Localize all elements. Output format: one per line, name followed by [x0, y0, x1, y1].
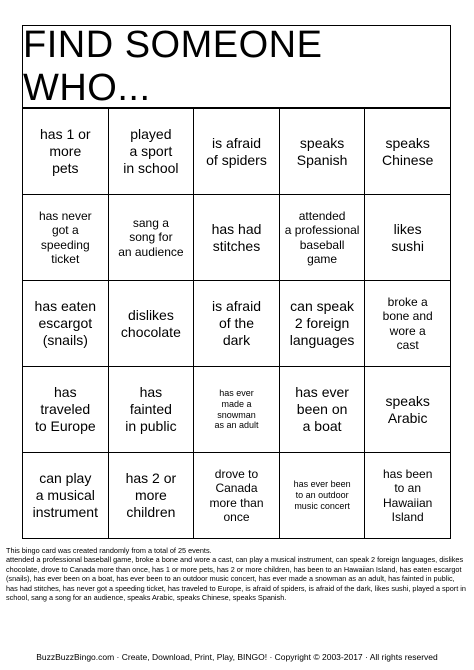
bingo-cell: [109, 109, 195, 195]
bingo-cell-text: drove to Canada more than once: [209, 466, 264, 524]
bingo-cell-text: speaks Arabic: [385, 392, 430, 426]
bingo-cell: [365, 195, 451, 281]
title-box: [22, 25, 451, 108]
card-title: FIND SOMEONE WHO...: [23, 23, 323, 109]
bingo-cell-text: has never got a speeding ticket: [38, 208, 92, 266]
bingo-cell: [194, 281, 280, 367]
bingo-cell-text: can play a musical instrument: [32, 470, 98, 520]
bingo-cell-text: has fainted in public: [125, 384, 177, 434]
bingo-cell-text: speaks Spanish: [296, 134, 348, 168]
bingo-cell-text: played a sport in school: [123, 126, 179, 176]
bingo-cell-text: has ever made a snowman as an adult: [214, 387, 259, 431]
bingo-cell-text: has 1 or more pets: [40, 126, 91, 176]
bingo-cell-text: is afraid of spiders: [206, 134, 267, 168]
bingo-cell: [109, 195, 195, 281]
bingo-cell-text: speaks Chinese: [382, 134, 434, 168]
bingo-cell: [109, 281, 195, 367]
bingo-cell-text: can speak 2 foreign languages: [289, 298, 355, 348]
bingo-cell: [280, 453, 366, 539]
bingo-cell: [194, 195, 280, 281]
footer-text: [6, 546, 468, 603]
bingo-cell-text: broke a bone and wore a cast: [382, 294, 433, 352]
bingo-grid: [22, 108, 451, 539]
bingo-cell: [365, 367, 451, 453]
bingo-cell-text: has traveled to Europe: [34, 384, 96, 434]
bingo-cell: [109, 367, 195, 453]
bingo-cell-text: has ever been on a boat: [295, 384, 349, 434]
bingo-cell: [23, 453, 109, 539]
bingo-cell: [365, 109, 451, 195]
site-footer: BuzzBuzzBingo.com · Create, Download, Print, Play, BINGO! · Copyright © 2003-2017 · All rights reserved: [36, 652, 438, 662]
bingo-cell: [194, 367, 280, 453]
bingo-cell: [280, 195, 366, 281]
bingo-cell-text: has had stitches: [211, 220, 262, 254]
bingo-cell: [280, 109, 366, 195]
bingo-cell: [365, 281, 451, 367]
bingo-cell: [23, 109, 109, 195]
bingo-cell: [194, 109, 280, 195]
bingo-cell: [23, 195, 109, 281]
bingo-cell-text: likes sushi: [391, 220, 425, 254]
bingo-cell-text: is afraid of the dark: [211, 298, 261, 348]
bingo-cell: [280, 281, 366, 367]
bingo-cell: [23, 367, 109, 453]
bingo-cell: [280, 367, 366, 453]
bingo-cell-text: has ever been to an outdoor music concert: [293, 479, 351, 511]
bingo-cell-text: has 2 or more children: [125, 470, 177, 520]
bingo-cell-text: attended a professional baseball game: [284, 208, 360, 266]
bingo-cell: [109, 453, 195, 539]
bingo-cell-text: has been to an Hawaiian Island: [382, 466, 433, 524]
bingo-cell-text: sang a song for an audience: [118, 215, 184, 259]
bingo-cell: [365, 453, 451, 539]
footer-events-text: This bingo card was created randomly from a total of 25 events. attended a professional baseball game, broke a bone and wore a cast, can play a musical instrument, can speak 2 foreign languages, dislikes chocolate, drove to Canada more than once, has 1 or more pets, has 2 or more children, has been to an Hawaiian Island, has eaten escargot (snails), has ever been on a boat, has ever been to an outdoor music concert, has ever made a snowman as an adult, has fainted in public, has had stitches, has never got a speeding ticket, has traveled to Europe, is afraid of spiders, is afraid of the dark, likes sushi, played a sport in school, sang a song for an audience, speaks Arabic, speaks Chinese, speaks Spanish.: [6, 546, 466, 603]
bingo-cell: [194, 453, 280, 539]
bingo-cell: [23, 281, 109, 367]
bingo-cell-text: dislikes chocolate: [120, 306, 181, 340]
bingo-cell-text: has eaten escargot (snails): [34, 298, 97, 348]
